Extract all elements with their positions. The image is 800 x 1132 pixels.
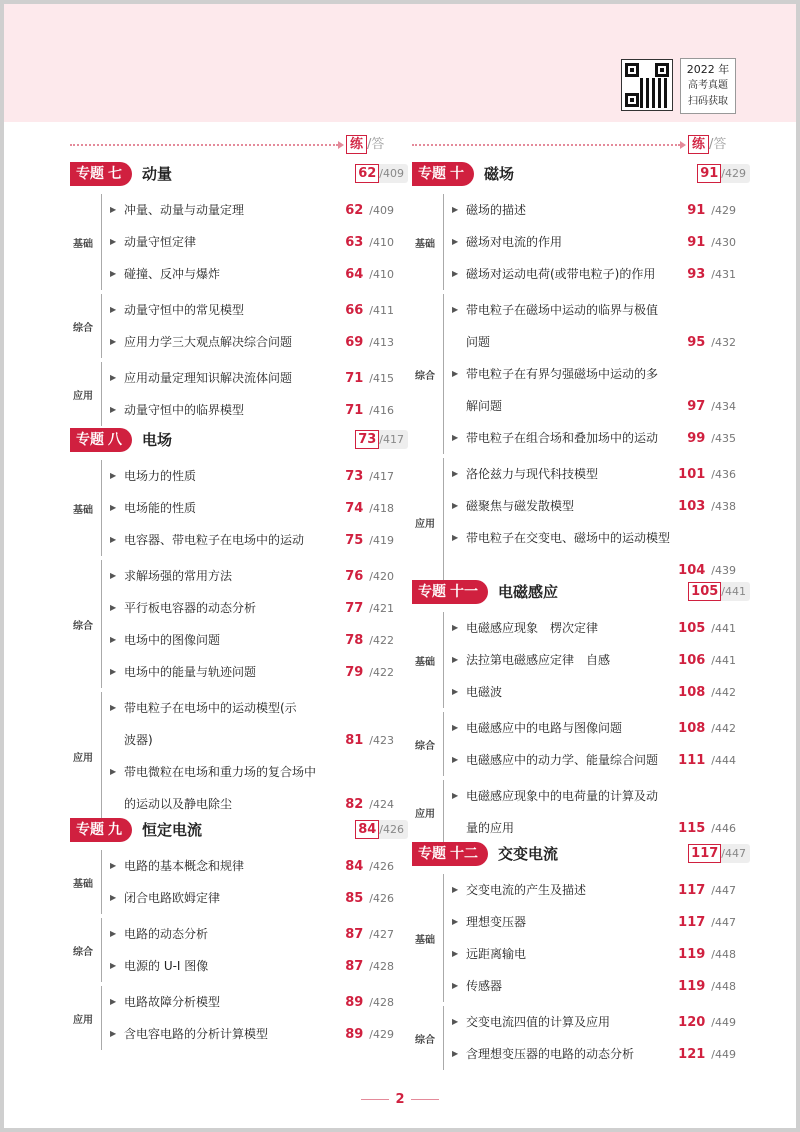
toc-group	[412, 712, 742, 776]
triangle-bullet-icon: ▶	[452, 885, 459, 894]
entry-title: 碰撞、反冲与爆炸	[124, 267, 221, 281]
entry-title: 量的应用	[466, 821, 515, 835]
triangle-bullet-icon: ▶	[110, 635, 117, 644]
triangle-bullet-icon: ▶	[452, 623, 459, 632]
entry-title: 理想变压器	[466, 915, 527, 929]
triangle-bullet-icon: ▶	[110, 1029, 117, 1038]
practice-answer-legend: 练 /答	[688, 133, 726, 154]
group-bracket	[443, 1006, 444, 1070]
triangle-bullet-icon: ▶	[110, 237, 117, 246]
entry-title: 传感器	[466, 979, 503, 993]
entry-title: 带电粒子在电场中的运动模型(示	[124, 701, 297, 715]
entry-page: 84 /426	[345, 859, 394, 874]
entry-page: 71 /416	[345, 403, 394, 418]
entry-page: 106 /441	[678, 653, 736, 668]
entry-page: 103 /438	[678, 499, 736, 514]
toc-group	[412, 194, 742, 290]
entry-page: 64 /410	[345, 267, 394, 282]
topic-page: 117 /447	[688, 844, 750, 863]
toc-group	[412, 294, 742, 454]
entry-title: 含电容电路的分析计算模型	[124, 1027, 269, 1041]
triangle-bullet-icon: ▶	[110, 405, 117, 414]
entry-page: 105 /441	[678, 621, 736, 636]
group-bracket	[101, 692, 102, 820]
entry-title: 动量守恒定律	[124, 235, 197, 249]
topic-title: 恒定电流	[142, 821, 203, 839]
group-bracket	[443, 458, 444, 586]
group-bracket	[443, 194, 444, 290]
entry-page: 63 /410	[345, 235, 394, 250]
triangle-bullet-icon: ▶	[110, 305, 117, 314]
entry-page: 78 /422	[345, 633, 394, 648]
group-bracket	[101, 986, 102, 1050]
topic-header[interactable]	[412, 580, 746, 604]
entry-page: 101 /436	[678, 467, 736, 482]
entry-title: 交变电流的产生及描述	[466, 883, 587, 897]
entry-page: 71 /415	[345, 371, 394, 386]
triangle-bullet-icon: ▶	[110, 767, 117, 776]
toc-group	[70, 362, 400, 426]
group-label: 综合	[73, 323, 93, 334]
entry-title: 磁场对电流的作用	[466, 235, 563, 249]
triangle-bullet-icon: ▶	[452, 433, 459, 442]
topic-page: 91 /429	[697, 164, 750, 183]
triangle-bullet-icon: ▶	[452, 533, 459, 542]
group-bracket	[443, 712, 444, 776]
entry-page: 93 /431	[687, 267, 736, 282]
page-number: 2	[4, 1092, 796, 1107]
triangle-bullet-icon: ▶	[452, 687, 459, 696]
group-bracket	[101, 850, 102, 914]
toc-page	[4, 4, 796, 1128]
entry-title: 电源的 U-I 图像	[124, 959, 209, 973]
topic-tag: 专题 十	[412, 162, 474, 186]
topic-tag: 专题 十二	[412, 842, 488, 866]
entry-page: 99 /435	[687, 431, 736, 446]
triangle-bullet-icon: ▶	[110, 703, 117, 712]
entry-page: 97 /434	[687, 399, 736, 414]
group-bracket	[443, 612, 444, 708]
entry-page: 108 /442	[678, 685, 736, 700]
entry-page: 117 /447	[678, 883, 736, 898]
topic-header[interactable]	[70, 428, 404, 452]
entry-page: 111 /444	[678, 753, 736, 768]
entry-title: 电路故障分析模型	[124, 995, 221, 1009]
group-bracket	[101, 194, 102, 290]
topic-header[interactable]	[70, 818, 404, 842]
triangle-bullet-icon: ▶	[110, 667, 117, 676]
group-bracket	[443, 874, 444, 1002]
topic-header[interactable]	[70, 162, 404, 186]
topic-header[interactable]	[412, 162, 746, 186]
entry-title: 的运动以及静电除尘	[124, 797, 233, 811]
entry-page: 76 /420	[345, 569, 394, 584]
triangle-bullet-icon: ▶	[452, 1017, 459, 1026]
entry-page: 119 /448	[678, 947, 736, 962]
group-label: 应用	[415, 809, 435, 820]
topic-page: 84 /426	[355, 820, 408, 839]
entry-title: 电容器、带电粒子在电场中的运动	[124, 533, 305, 547]
triangle-bullet-icon: ▶	[452, 981, 459, 990]
entry-title: 法拉第电磁感应定律 自感	[466, 653, 611, 667]
entry-title: 波器)	[124, 733, 153, 747]
topic-tag: 专题 九	[70, 818, 132, 842]
triangle-bullet-icon: ▶	[452, 791, 459, 800]
topic-title: 磁场	[484, 165, 515, 183]
entry-title: 平行板电容器的动态分析	[124, 601, 257, 615]
entry-title: 磁场的描述	[466, 203, 527, 217]
triangle-bullet-icon: ▶	[110, 269, 117, 278]
entry-title: 带电粒子在磁场中运动的临界与极值	[466, 303, 659, 317]
triangle-bullet-icon: ▶	[452, 269, 459, 278]
entry-title: 问题	[466, 335, 491, 349]
topic-page: 73 /417	[355, 430, 408, 449]
triangle-bullet-icon: ▶	[110, 603, 117, 612]
triangle-bullet-icon: ▶	[110, 503, 117, 512]
entry-title: 电场能的性质	[124, 501, 197, 515]
entry-title: 解问题	[466, 399, 503, 413]
entry-page: 62 /409	[345, 203, 394, 218]
group-label: 基础	[415, 239, 435, 250]
practice-answer-legend: 练 /答	[346, 133, 384, 154]
entry-page: 121 /449	[678, 1047, 736, 1062]
entry-title: 含理想变压器的电路的动态分析	[466, 1047, 635, 1061]
entry-title: 电场中的图像问题	[124, 633, 221, 647]
group-label: 综合	[415, 1035, 435, 1046]
triangle-bullet-icon: ▶	[110, 205, 117, 214]
triangle-bullet-icon: ▶	[452, 755, 459, 764]
qr-caption	[680, 58, 736, 114]
triangle-bullet-icon: ▶	[110, 571, 117, 580]
triangle-bullet-icon: ▶	[452, 655, 459, 664]
group-bracket	[101, 362, 102, 426]
group-label: 基础	[415, 657, 435, 668]
triangle-bullet-icon: ▶	[110, 337, 117, 346]
group-label: 应用	[73, 391, 93, 402]
entry-page: 91 /429	[687, 203, 736, 218]
group-label: 基础	[73, 879, 93, 890]
entry-title: 电场中的能量与轨迹问题	[124, 665, 257, 679]
group-label: 基础	[73, 505, 93, 516]
triangle-bullet-icon: ▶	[110, 373, 117, 382]
entry-page: 77 /421	[345, 601, 394, 616]
triangle-bullet-icon: ▶	[452, 369, 459, 378]
entry-page: 120 /449	[678, 1015, 736, 1030]
top-band	[4, 4, 796, 122]
group-label: 综合	[415, 371, 435, 382]
group-bracket	[443, 294, 444, 454]
toc-group	[70, 918, 400, 982]
topic-page: 62 /409	[355, 164, 408, 183]
group-label: 应用	[73, 753, 93, 764]
entry-page: 87 /427	[345, 927, 394, 942]
entry-title: 磁聚焦与磁发散模型	[466, 499, 575, 513]
entry-title: 交变电流四值的计算及应用	[466, 1015, 611, 1029]
qr-action: 扫码获取	[688, 96, 728, 107]
group-label: 综合	[73, 621, 93, 632]
group-label: 应用	[73, 1015, 93, 1026]
toc-group	[412, 458, 742, 586]
topic-tag: 专题 七	[70, 162, 132, 186]
toc-group	[412, 874, 742, 1002]
group-label: 应用	[415, 519, 435, 530]
entry-title: 动量守恒中的临界模型	[124, 403, 245, 417]
entry-page: 81 /423	[345, 733, 394, 748]
entry-title: 带电微粒在电场和重力场的复合场中	[124, 765, 317, 779]
topic-title: 交变电流	[498, 845, 559, 863]
toc-group	[70, 986, 400, 1050]
entry-page: 69 /413	[345, 335, 394, 350]
entry-page: 87 /428	[345, 959, 394, 974]
entry-title: 电磁感应现象 楞次定律	[466, 621, 599, 635]
triangle-bullet-icon: ▶	[110, 535, 117, 544]
toc-group	[70, 460, 400, 556]
entry-title: 冲量、动量与动量定理	[124, 203, 245, 217]
entry-title: 电磁感应中的动力学、能量综合问题	[466, 753, 659, 767]
group-bracket	[443, 780, 444, 844]
group-label: 基础	[415, 935, 435, 946]
entry-page: 85 /426	[345, 891, 394, 906]
group-label: 综合	[73, 947, 93, 958]
entry-page: 73 /417	[345, 469, 394, 484]
entry-title: 应用动量定理知识解决流体问题	[124, 371, 293, 385]
group-bracket	[101, 294, 102, 358]
entry-page: 119 /448	[678, 979, 736, 994]
entry-page: 104 /439	[678, 563, 736, 578]
toc-group	[412, 1006, 742, 1070]
toc-group	[70, 294, 400, 358]
entry-page: 89 /429	[345, 1027, 394, 1042]
entry-title: 磁场对运动电荷(或带电粒子)的作用	[466, 267, 656, 281]
dotted-arrow-divider	[70, 144, 338, 146]
triangle-bullet-icon: ▶	[110, 997, 117, 1006]
triangle-bullet-icon: ▶	[452, 237, 459, 246]
entry-title: 带电粒子在组合场和叠加场中的运动	[466, 431, 659, 445]
entry-page: 79 /422	[345, 665, 394, 680]
triangle-bullet-icon: ▶	[452, 205, 459, 214]
entry-title: 远距离输电	[466, 947, 527, 961]
entry-page: 95 /432	[687, 335, 736, 350]
triangle-bullet-icon: ▶	[452, 305, 459, 314]
triangle-bullet-icon: ▶	[452, 469, 459, 478]
group-label: 基础	[73, 239, 93, 250]
group-label: 综合	[415, 741, 435, 752]
triangle-bullet-icon: ▶	[110, 961, 117, 970]
triangle-bullet-icon: ▶	[452, 917, 459, 926]
entry-title: 电磁感应现象中的电荷量的计算及动	[466, 789, 659, 803]
triangle-bullet-icon: ▶	[110, 861, 117, 870]
toc-group	[412, 780, 742, 844]
triangle-bullet-icon: ▶	[452, 501, 459, 510]
triangle-bullet-icon: ▶	[452, 1049, 459, 1058]
toc-group	[70, 194, 400, 290]
entry-title: 电路的动态分析	[124, 927, 209, 941]
toc-group	[412, 612, 742, 708]
entry-title: 带电粒子在有界匀强磁场中运动的多	[466, 367, 659, 381]
entry-title: 动量守恒中的常见模型	[124, 303, 245, 317]
entry-title: 电磁波	[466, 685, 503, 699]
qr-title: 高考真题	[688, 80, 728, 91]
toc-group	[70, 850, 400, 914]
triangle-bullet-icon: ▶	[110, 929, 117, 938]
topic-title: 电场	[142, 431, 173, 449]
topic-title: 动量	[142, 165, 173, 183]
topic-title: 电磁感应	[498, 583, 559, 601]
triangle-bullet-icon: ▶	[110, 893, 117, 902]
toc-group	[70, 692, 400, 820]
entry-title: 电磁感应中的电路与图像问题	[466, 721, 623, 735]
triangle-bullet-icon: ▶	[110, 471, 117, 480]
entry-title: 求解场强的常用方法	[124, 569, 233, 583]
entry-title: 带电粒子在交变电、磁场中的运动模型	[466, 531, 671, 545]
entry-page: 89 /428	[345, 995, 394, 1010]
toc-group	[70, 560, 400, 688]
entry-page: 117 /447	[678, 915, 736, 930]
entry-page: 108 /442	[678, 721, 736, 736]
qr-year: 2022 年	[686, 63, 730, 76]
group-bracket	[101, 460, 102, 556]
entry-page: 66 /411	[345, 303, 394, 318]
topic-tag: 专题 八	[70, 428, 132, 452]
entry-page: 91 /430	[687, 235, 736, 250]
entry-page: 75 /419	[345, 533, 394, 548]
triangle-bullet-icon: ▶	[452, 949, 459, 958]
qr-code-icon[interactable]	[621, 59, 673, 111]
topic-header[interactable]	[412, 842, 746, 866]
entry-title: 闭合电路欧姆定律	[124, 891, 221, 905]
topic-tag: 专题 十一	[412, 580, 488, 604]
triangle-bullet-icon: ▶	[452, 723, 459, 732]
entry-title: 电路的基本概念和规律	[124, 859, 245, 873]
topic-page: 105 /441	[688, 582, 750, 601]
entry-page: 74 /418	[345, 501, 394, 516]
entry-page: 82 /424	[345, 797, 394, 812]
group-bracket	[101, 560, 102, 688]
entry-title: 洛伦兹力与现代科技模型	[466, 467, 599, 481]
group-bracket	[101, 918, 102, 982]
dotted-arrow-divider	[412, 144, 680, 146]
entry-page: 115 /446	[678, 821, 736, 836]
entry-title: 电场力的性质	[124, 469, 197, 483]
entry-title: 应用力学三大观点解决综合问题	[124, 335, 293, 349]
